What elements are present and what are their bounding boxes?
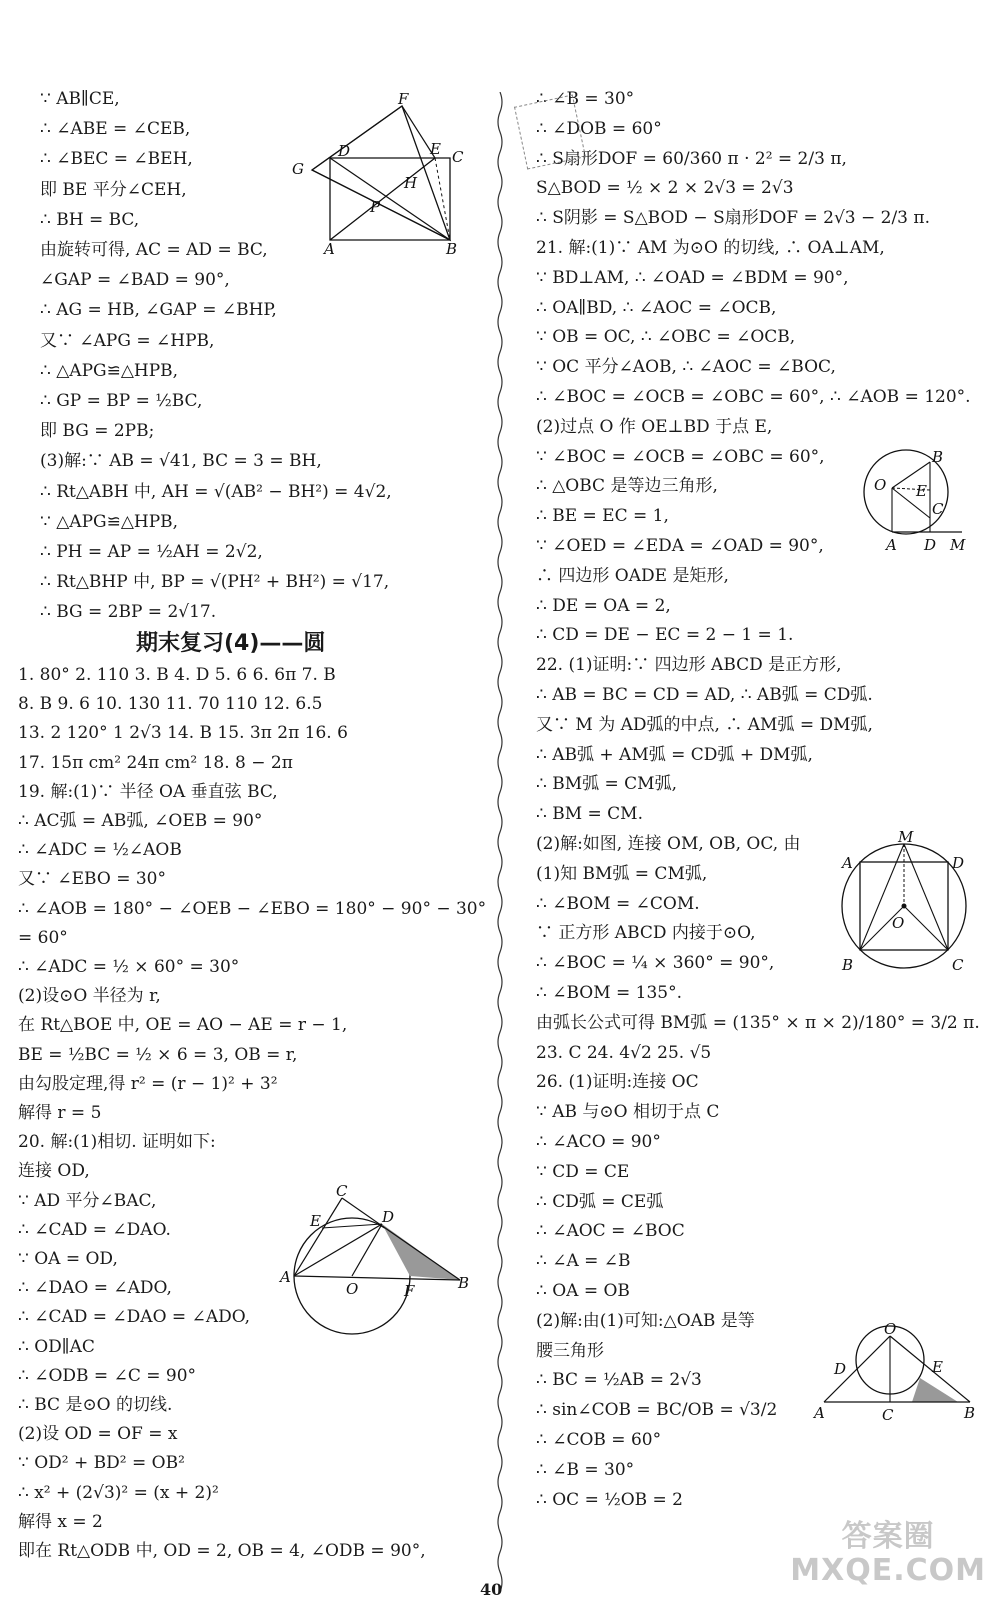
- text-line: ∴ ∠ADC = ½ × 60° = 30°: [18, 957, 240, 977]
- text-line: ∴ ∠DAO = ∠ADO,: [18, 1278, 172, 1299]
- fig21-label-O: O: [874, 476, 887, 494]
- fig22-label-B: B: [842, 956, 854, 974]
- text-line: ∴ AB = BC = CD = AD, ∴ AB弧 = CD弧.: [536, 685, 873, 705]
- text-line: = 60°: [18, 927, 68, 948]
- text-line: ∴ S扇形DOF = 60/360 π · 2² = 2/3 π,: [536, 148, 847, 169]
- text-line: ∵ 正方形 ABCD 内接于⊙O,: [536, 923, 756, 944]
- text-line: 17. 15π cm² 24π cm² 18. 8 − 2π: [18, 752, 293, 773]
- page-number: 40: [480, 1580, 503, 1599]
- text-line: ∴ ∠AOC = ∠BOC: [536, 1221, 685, 1242]
- text-line: ∵ OC 平分∠AOB, ∴ ∠AOC = ∠BOC,: [536, 357, 836, 378]
- fig21-label-E: E: [916, 482, 927, 500]
- fig26-label-B: B: [964, 1404, 976, 1422]
- text-line: ∴ ∠ACO = 90°: [536, 1132, 661, 1152]
- text-line: 20. 解:(1)相切. 证明如下:: [18, 1132, 216, 1153]
- text-line: ∴ ∠ODB = ∠C = 90°: [18, 1365, 197, 1386]
- text-line: ∴ ∠BOC = ¼ × 360° = 90°,: [536, 953, 775, 974]
- text-line: 又∵ M 为 AD弧的中点, ∴ AM弧 = DM弧,: [536, 714, 873, 735]
- fig22-label-C: C: [952, 956, 964, 974]
- text-line: ∴ AG = HB, ∠GAP = ∠BHP,: [40, 300, 277, 321]
- text-line: ∴ CD弧 = CE弧: [536, 1191, 664, 1212]
- text-line: ∵ BD⊥AM, ∴ ∠OAD = ∠BDM = 90°,: [536, 267, 849, 288]
- text-line: ∴ BH = BC,: [40, 209, 140, 230]
- text-line: (2)设⊙O 半径为 r,: [18, 986, 161, 1007]
- text-line: ∴ OC = ½OB = 2: [536, 1489, 683, 1510]
- text-line: ∴ BC 是⊙O 的切线.: [18, 1395, 173, 1415]
- text-line: ∴ ∠ADC = ½∠AOB: [18, 840, 182, 861]
- fig20-label-D: D: [382, 1208, 395, 1226]
- fig26-label-A: A: [814, 1404, 825, 1422]
- fig21-label-B: B: [932, 448, 944, 466]
- text-line: ∴ ∠BOM = ∠COM.: [536, 893, 700, 914]
- fig21-label-D: D: [924, 536, 937, 554]
- fig22-label-A: A: [842, 854, 853, 872]
- text-line: ∴ OD∥AC: [18, 1336, 95, 1357]
- figure-22-square-circle: [834, 828, 994, 986]
- text-line: ∴ BM = CM.: [536, 804, 643, 825]
- fig21-label-A: A: [886, 536, 897, 554]
- text-line: ∴ S阴影 = S△BOD − S扇形DOF = 2√3 − 2/3 π.: [536, 208, 930, 229]
- text-line: ∴ ∠CAD = ∠DAO.: [18, 1219, 171, 1240]
- text-line: ∴ DE = OA = 2,: [536, 595, 671, 616]
- text-line: ∴ x² + (2√3)² = (x + 2)²: [18, 1482, 219, 1503]
- text-line: ∴ ∠BEC = ∠BEH,: [40, 149, 193, 170]
- fig1-label-F: F: [398, 90, 409, 108]
- text-line: 又∵ ∠APG = ∠HPB,: [40, 330, 215, 351]
- text-line: ∵ AD 平分∠BAC,: [18, 1190, 157, 1211]
- text-line: 即在 Rt△ODB 中, OD = 2, OB = 4, ∠ODB = 90°,: [18, 1541, 426, 1561]
- fig26-label-E: E: [932, 1358, 943, 1376]
- text-line: ∴ OA = OB: [536, 1281, 630, 1301]
- text-line: (1)知 BM弧 = CM弧,: [536, 863, 708, 884]
- text-line: ∵ ∠BOC = ∠OCB = ∠OBC = 60°,: [536, 446, 825, 467]
- text-line: ∴ ∠COB = 60°: [536, 1430, 662, 1450]
- text-line: ∴ CD = DE − EC = 2 − 1 = 1.: [536, 625, 794, 646]
- stamp-mark: [514, 94, 586, 169]
- fig21-label-C: C: [932, 500, 944, 518]
- text-line: (3)解:∵ AB = √41, BC = 3 = BH,: [40, 451, 322, 472]
- column-divider: [496, 92, 504, 1592]
- text-line: ∴ Rt△ABH 中, AH = √(AB² − BH²) = 4√2,: [40, 481, 392, 502]
- text-line: ∵ OD² + BD² = OB²: [18, 1453, 185, 1474]
- text-line: 解得 r = 5: [18, 1103, 102, 1123]
- fig20-label-B: B: [458, 1274, 470, 1292]
- fig20-label-F: F: [404, 1282, 415, 1300]
- text-line: (2)设 OD = OF = x: [18, 1424, 178, 1445]
- fig1-label-D: D: [338, 142, 351, 160]
- fig22-label-O: O: [892, 914, 905, 932]
- text-line: ∴ △APG≌△HPB,: [40, 360, 179, 381]
- text-line: 即 BG = 2PB;: [40, 421, 155, 442]
- text-line: ∴ ∠BOM = 135°.: [536, 983, 683, 1003]
- fig20-label-A: A: [280, 1268, 291, 1286]
- fig21-label-M: M: [950, 536, 966, 554]
- text-line: 1. 80° 2. 110 3. B 4. D 5. 6 6. 6π 7. B: [18, 665, 336, 685]
- text-line: ∴ OA∥BD, ∴ ∠AOC = ∠OCB,: [536, 297, 777, 318]
- text-line: ∴ sin∠COB = BC/OB = √3/2: [536, 1400, 778, 1421]
- fig1-label-B: B: [446, 240, 458, 258]
- text-line: ∵ AB∥CE,: [40, 89, 120, 109]
- text-line: 由弧长公式可得 BM弧 = (135° × π × 2)/180° = 3/2 π.: [536, 1012, 980, 1033]
- figure-26-isosceles: [814, 1320, 980, 1424]
- text-line: ∵ △APG≌△HPB,: [40, 511, 179, 532]
- text-line: ∴ ∠AOB = 180° − ∠OEB − ∠EBO = 180° − 90° − 30°: [18, 898, 487, 919]
- text-line: ∴ ∠B = 30°: [536, 89, 635, 109]
- fig1-label-P: P: [370, 198, 381, 216]
- text-line: ∴ BG = 2BP = 2√17.: [40, 602, 217, 623]
- text-line: ∵ CD = CE: [536, 1161, 630, 1182]
- text-line: ∴ GP = BP = ½BC,: [40, 391, 203, 411]
- text-line: ∴ 四边形 OADE 是矩形,: [536, 565, 729, 586]
- text-line: (2)过点 O 作 OE⊥BD 于点 E,: [536, 416, 773, 437]
- text-line: 22. (1)证明:∵ 四边形 ABCD 是正方形,: [536, 655, 842, 676]
- text-line: ∴ BE = EC = 1,: [536, 506, 669, 527]
- fig22-label-M: M: [898, 828, 914, 846]
- fig20-label-O: O: [346, 1280, 359, 1298]
- figure-20-tangent: [280, 1182, 480, 1318]
- text-line: ∴ PH = AP = ½AH = 2√2,: [40, 542, 263, 562]
- text-line: 19. 解:(1)∵ 半径 OA 垂直弦 BC,: [18, 781, 278, 802]
- text-line: 26. (1)证明:连接 OC: [536, 1072, 699, 1093]
- text-line: 由勾股定理,得 r² = (r − 1)² + 3²: [18, 1073, 278, 1094]
- text-line: BE = ½BC = ½ × 6 = 3, OB = r,: [18, 1044, 298, 1065]
- text-line: ∵ OB = OC, ∴ ∠OBC = ∠OCB,: [536, 327, 796, 348]
- text-line: ∴ ∠CAD = ∠DAO = ∠ADO,: [18, 1307, 251, 1328]
- watermark-logo: 答案圈 MXQE.COM: [790, 1519, 986, 1588]
- fig22-label-D: D: [952, 854, 965, 872]
- text-line: ∠GAP = ∠BAD = 90°,: [40, 270, 230, 291]
- text-line: (2)解:如图, 连接 OM, OB, OC, 由: [536, 834, 801, 854]
- fig26-label-D: D: [834, 1360, 847, 1378]
- text-line: 腰三角形: [536, 1340, 604, 1361]
- text-line: 即 BE 平分∠CEH,: [40, 179, 187, 200]
- text-line: ∴ BC = ½AB = 2√3: [536, 1370, 702, 1391]
- text-line: 13. 2 120° 1 2√3 14. B 15. 3π 2π 16. 6: [18, 723, 348, 744]
- fig1-label-C: C: [452, 148, 464, 166]
- text-line: ∵ ∠OED = ∠EDA = ∠OAD = 90°,: [536, 536, 824, 556]
- text-line: ∴ ∠B = 30°: [536, 1459, 635, 1480]
- fig1-label-H: H: [404, 174, 418, 192]
- text-line: ∴ ∠DOB = 60°: [536, 118, 662, 139]
- text-line: ∴ △OBC 是等边三角形,: [536, 476, 718, 497]
- figure-21-circle: [862, 448, 982, 558]
- section-title: 期末复习(4)——圆: [136, 631, 326, 656]
- fig1-label-E: E: [430, 140, 441, 158]
- fig26-label-C: C: [882, 1406, 894, 1424]
- text-line: (2)解:由(1)可知:△OAB 是等: [536, 1310, 755, 1331]
- fig20-label-C: C: [336, 1182, 348, 1200]
- fig1-label-G: G: [292, 160, 304, 178]
- text-line: ∴ ∠A = ∠B: [536, 1251, 631, 1272]
- text-line: 21. 解:(1)∵ AM 为⊙O 的切线, ∴ OA⊥AM,: [536, 238, 885, 258]
- text-line: ∴ BM弧 = CM弧,: [536, 774, 677, 795]
- text-line: ∴ Rt△BHP 中, BP = √(PH² + BH²) = √17,: [40, 572, 390, 593]
- fig26-label-O: O: [884, 1320, 897, 1338]
- text-line: ∵ AB 与⊙O 相切于点 C: [536, 1102, 720, 1123]
- figure-rectangle-rotation: [290, 90, 480, 258]
- text-line: 又∵ ∠EBO = 30°: [18, 869, 166, 890]
- text-line: ∴ ∠ABE = ∠CEB,: [40, 119, 191, 140]
- text-line: ∴ AC弧 = AB弧, ∠OEB = 90°: [18, 811, 263, 831]
- text-line: ∵ OA = OD,: [18, 1249, 118, 1269]
- text-line: 23. C 24. 4√2 25. √5: [536, 1042, 712, 1063]
- text-line: ∴ AB弧 + AM弧 = CD弧 + DM弧,: [536, 744, 813, 765]
- text-line: 在 Rt△BOE 中, OE = AO − AE = r − 1,: [18, 1015, 348, 1036]
- text-line: 由旋转可得, AC = AD = BC,: [40, 240, 268, 260]
- text-line: ∴ ∠BOC = ∠OCB = ∠OBC = 60°, ∴ ∠AOB = 120°.: [536, 387, 971, 407]
- fig20-label-E: E: [310, 1212, 321, 1230]
- text-line: 8. B 9. 6 10. 130 11. 70 110 12. 6.5: [18, 694, 323, 715]
- text-line: 连接 OD,: [18, 1161, 90, 1182]
- fig1-label-A: A: [324, 240, 335, 258]
- text-line: 解得 x = 2: [18, 1511, 103, 1532]
- text-line: S△BOD = ½ × 2 × 2√3 = 2√3: [536, 178, 794, 199]
